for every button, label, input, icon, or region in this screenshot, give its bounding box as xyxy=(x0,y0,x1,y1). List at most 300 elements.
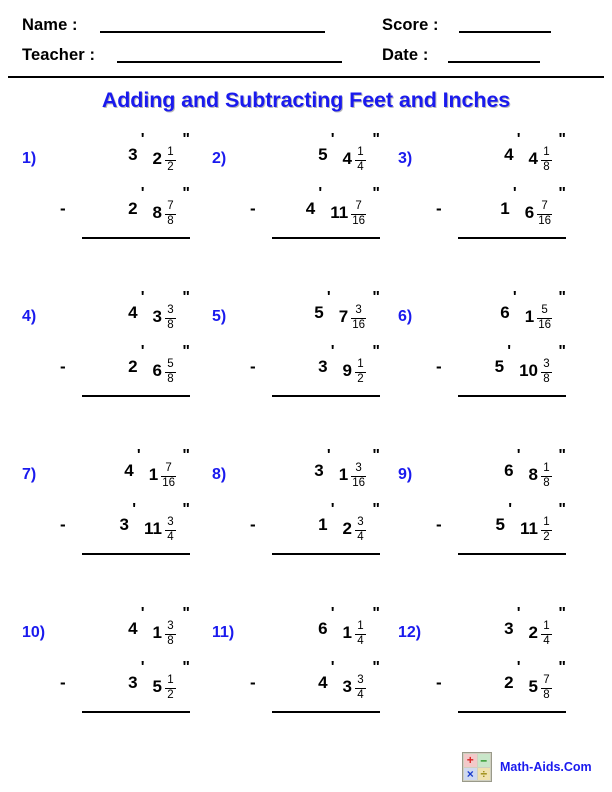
feet-unit-mark: ' xyxy=(132,501,137,518)
measurement-line xyxy=(250,660,382,706)
inches-unit-mark: " xyxy=(558,605,566,622)
inches-term xyxy=(339,290,382,330)
problem-expression xyxy=(436,442,568,555)
feet-term xyxy=(487,501,513,535)
inches-fraction xyxy=(165,201,176,227)
feet-unit-mark: ' xyxy=(326,447,331,464)
feet-value: 4 xyxy=(128,619,138,638)
problem-number: 9) xyxy=(398,466,413,483)
inches-whole: 6 xyxy=(152,361,162,380)
fraction-denominator: 16 xyxy=(352,214,365,227)
operator: - xyxy=(60,357,66,376)
measurement-line xyxy=(436,290,568,336)
operator: - xyxy=(436,357,442,376)
score-input-line[interactable] xyxy=(459,17,551,33)
feet-term xyxy=(120,605,145,639)
feet-unit-mark: ' xyxy=(140,131,145,148)
inches-term xyxy=(343,660,382,700)
inches-unit-mark: " xyxy=(182,659,190,676)
fraction-denominator: 8 xyxy=(543,160,550,173)
minus-icon: – xyxy=(478,754,491,767)
measurement-line xyxy=(60,660,192,706)
feet-term xyxy=(310,343,335,377)
feet-value: 3 xyxy=(128,145,138,164)
fraction-denominator: 4 xyxy=(357,688,364,701)
problem-expression xyxy=(60,442,192,555)
fraction-denominator: 16 xyxy=(162,476,175,489)
feet-term xyxy=(120,185,145,219)
feet-unit-mark: ' xyxy=(507,343,512,360)
fraction-denominator: 8 xyxy=(543,372,550,385)
inches-whole: 5 xyxy=(528,677,538,696)
fraction-denominator: 2 xyxy=(543,530,550,543)
inches-unit-mark: " xyxy=(558,659,566,676)
problem-item[interactable] xyxy=(204,126,394,276)
inches-unit-mark: " xyxy=(182,131,190,148)
inches-term xyxy=(529,132,568,172)
feet-term xyxy=(306,447,331,481)
problem-number: 3) xyxy=(398,150,413,167)
feet-term xyxy=(310,605,335,639)
measurement-line xyxy=(436,132,568,178)
inches-whole: 11 xyxy=(520,519,538,538)
fraction-denominator: 16 xyxy=(538,214,551,227)
feet-unit-mark: ' xyxy=(516,131,521,148)
problem-row xyxy=(0,600,612,758)
inches-whole: 4 xyxy=(342,149,352,168)
feet-value: 5 xyxy=(495,515,506,534)
inches-unit-mark: " xyxy=(372,289,380,306)
feet-term xyxy=(111,501,137,535)
answer-line[interactable] xyxy=(458,237,566,239)
problem-expression xyxy=(250,442,382,555)
inches-term xyxy=(330,186,382,226)
feet-unit-mark: ' xyxy=(318,185,323,202)
inches-unit-mark: " xyxy=(372,185,380,202)
feet-value: 1 xyxy=(318,515,328,534)
divide-icon: ÷ xyxy=(478,768,491,781)
inches-fraction xyxy=(351,201,366,227)
feet-term xyxy=(306,289,331,323)
operator: - xyxy=(250,357,256,376)
problem-number: 12) xyxy=(398,624,422,641)
problem-grid xyxy=(0,126,612,758)
feet-unit-mark: ' xyxy=(136,447,141,464)
measurement-line xyxy=(436,606,568,652)
problem-expression xyxy=(436,126,568,239)
problem-item[interactable] xyxy=(204,600,394,750)
measurement-line xyxy=(250,132,382,178)
feet-unit-mark: ' xyxy=(330,659,335,676)
inches-unit-mark: " xyxy=(182,501,190,518)
measurement-line xyxy=(60,606,192,652)
feet-value: 2 xyxy=(504,673,514,692)
fraction-numerator: 1 xyxy=(543,462,550,474)
feet-value: 2 xyxy=(128,199,138,218)
inches-fraction xyxy=(541,463,552,489)
problem-item[interactable] xyxy=(390,442,580,592)
fraction-numerator: 1 xyxy=(543,146,550,158)
measurement-line xyxy=(250,186,382,232)
measurement-line xyxy=(250,606,382,652)
inches-whole: 1 xyxy=(338,465,349,484)
problem-item[interactable] xyxy=(14,126,204,276)
inches-fraction xyxy=(541,675,552,701)
inches-term xyxy=(153,132,192,172)
inches-unit-mark: " xyxy=(182,343,190,360)
problem-number: 11) xyxy=(212,624,235,641)
problem-item[interactable] xyxy=(14,284,204,434)
feet-unit-mark: ' xyxy=(330,343,335,360)
inches-whole: 2 xyxy=(342,519,352,538)
inches-term xyxy=(520,502,568,542)
answer-line[interactable] xyxy=(82,395,190,397)
problem-number: 10) xyxy=(22,624,46,641)
answer-line[interactable] xyxy=(272,711,380,713)
name-label: Name : xyxy=(22,15,78,34)
feet-term xyxy=(496,605,521,639)
feet-value: 1 xyxy=(500,199,510,218)
inches-term xyxy=(343,344,382,384)
brand-label: Math-Aids.Com xyxy=(500,760,592,774)
operator: - xyxy=(250,673,256,692)
fraction-numerator: 1 xyxy=(543,620,550,632)
inches-unit-mark: " xyxy=(558,343,566,360)
feet-term xyxy=(492,185,517,219)
answer-line[interactable] xyxy=(272,553,380,555)
operator: - xyxy=(436,673,442,692)
fraction-numerator: 3 xyxy=(167,620,174,632)
inches-term xyxy=(149,448,192,488)
measurement-line xyxy=(436,344,568,390)
measurement-line xyxy=(60,132,192,178)
inches-term xyxy=(153,606,192,646)
inches-whole: 1 xyxy=(152,623,162,642)
problem-row xyxy=(0,284,612,442)
feet-term xyxy=(120,131,145,165)
fraction-numerator: 1 xyxy=(357,358,364,370)
inches-term xyxy=(339,448,382,488)
inches-unit-mark: " xyxy=(182,605,190,622)
inches-term xyxy=(153,344,192,384)
feet-term xyxy=(496,447,521,481)
fraction-denominator: 4 xyxy=(167,530,174,543)
answer-line[interactable] xyxy=(458,395,566,397)
inches-fraction xyxy=(161,463,176,489)
fraction-numerator: 3 xyxy=(355,304,362,316)
inches-fraction xyxy=(355,517,366,543)
date-input-line[interactable] xyxy=(448,47,540,63)
answer-line[interactable] xyxy=(272,237,380,239)
fraction-denominator: 8 xyxy=(543,688,550,701)
problem-expression xyxy=(250,600,382,713)
feet-value: 5 xyxy=(314,303,324,322)
measurement-line xyxy=(60,502,192,548)
date-row xyxy=(382,42,540,68)
feet-value: 2 xyxy=(128,357,138,376)
inches-fraction xyxy=(541,147,552,173)
feet-unit-mark: ' xyxy=(140,659,145,676)
fraction-numerator: 3 xyxy=(355,462,362,474)
measurement-line xyxy=(250,502,382,548)
header-divider xyxy=(8,76,604,78)
feet-term xyxy=(310,501,335,535)
fraction-numerator: 3 xyxy=(357,516,364,528)
problem-expression xyxy=(250,284,382,397)
fraction-numerator: 1 xyxy=(167,674,174,686)
measurement-line xyxy=(250,344,382,390)
inches-whole: 1 xyxy=(342,623,352,642)
teacher-input-line[interactable] xyxy=(117,47,342,63)
measurement-line xyxy=(60,344,192,390)
score-row xyxy=(382,12,551,38)
inches-unit-mark: " xyxy=(558,185,566,202)
feet-value: 4 xyxy=(305,199,316,218)
problem-item[interactable] xyxy=(390,284,580,434)
problem-item[interactable] xyxy=(14,442,204,592)
fraction-numerator: 7 xyxy=(165,462,172,474)
inches-whole: 2 xyxy=(152,149,162,168)
inches-whole: 6 xyxy=(524,203,535,222)
fraction-numerator: 7 xyxy=(355,200,362,212)
feet-term xyxy=(116,447,141,481)
feet-unit-mark: ' xyxy=(330,501,335,518)
feet-value: 5 xyxy=(318,145,328,164)
problem-row xyxy=(0,442,612,600)
inches-whole: 11 xyxy=(330,203,349,222)
answer-line[interactable] xyxy=(458,711,566,713)
problem-item[interactable] xyxy=(204,284,394,434)
inches-fraction xyxy=(165,621,176,647)
feet-value: 3 xyxy=(504,619,514,638)
feet-value: 3 xyxy=(318,357,328,376)
operator: - xyxy=(250,199,256,218)
problem-expression xyxy=(436,600,568,713)
problem-expression xyxy=(60,284,192,397)
date-label: Date : xyxy=(382,45,429,64)
fraction-denominator: 16 xyxy=(352,476,365,489)
inches-whole: 7 xyxy=(338,307,349,326)
inches-fraction xyxy=(537,305,552,331)
inches-whole: 9 xyxy=(342,361,352,380)
inches-fraction xyxy=(537,201,552,227)
inches-term xyxy=(343,132,382,172)
times-icon: × xyxy=(464,768,477,781)
problem-number: 5) xyxy=(212,308,227,325)
inches-term xyxy=(144,502,192,542)
feet-unit-mark: ' xyxy=(140,343,145,360)
inches-whole: 5 xyxy=(152,677,162,696)
feet-value: 4 xyxy=(128,303,138,322)
fraction-denominator: 8 xyxy=(167,372,174,385)
fraction-denominator: 4 xyxy=(357,634,364,647)
inches-term xyxy=(525,186,568,226)
problem-row xyxy=(0,126,612,284)
inches-whole: 10 xyxy=(519,361,538,380)
feet-term xyxy=(310,131,335,165)
fraction-numerator: 3 xyxy=(357,674,364,686)
feet-unit-mark: ' xyxy=(516,605,521,622)
measurement-line xyxy=(436,660,568,706)
inches-fraction xyxy=(165,305,176,331)
feet-unit-mark: ' xyxy=(512,289,517,306)
inches-term xyxy=(343,606,382,646)
fraction-numerator: 5 xyxy=(541,304,548,316)
fraction-denominator: 8 xyxy=(167,634,174,647)
inches-term xyxy=(153,186,192,226)
feet-term xyxy=(496,131,521,165)
inches-whole: 1 xyxy=(148,465,159,484)
operator: - xyxy=(436,515,442,534)
measurement-line xyxy=(60,448,192,494)
feet-unit-mark: ' xyxy=(326,289,331,306)
problem-item[interactable] xyxy=(204,442,394,592)
inches-term xyxy=(153,290,192,330)
inches-unit-mark: " xyxy=(372,659,380,676)
answer-line[interactable] xyxy=(272,395,380,397)
inches-fraction xyxy=(351,305,366,331)
inches-unit-mark: " xyxy=(182,447,190,464)
inches-term xyxy=(343,502,382,542)
feet-value: 4 xyxy=(318,673,328,692)
inches-fraction xyxy=(165,675,176,701)
problem-number: 7) xyxy=(22,466,37,483)
answer-line[interactable] xyxy=(82,553,190,555)
operator: - xyxy=(60,515,66,534)
inches-unit-mark: " xyxy=(372,501,380,518)
inches-term xyxy=(519,344,568,384)
operator: - xyxy=(60,199,66,218)
answer-line[interactable] xyxy=(458,553,566,555)
problem-number: 2) xyxy=(212,150,227,167)
problem-expression xyxy=(60,126,192,239)
measurement-line xyxy=(436,186,568,232)
inches-unit-mark: " xyxy=(372,447,380,464)
inches-fraction xyxy=(355,675,366,701)
fraction-denominator: 2 xyxy=(167,160,174,173)
inches-term xyxy=(153,660,192,700)
feet-unit-mark: ' xyxy=(140,289,145,306)
inches-fraction xyxy=(541,359,552,385)
feet-unit-mark: ' xyxy=(140,605,145,622)
inches-whole: 4 xyxy=(528,149,538,168)
feet-unit-mark: ' xyxy=(516,447,521,464)
problem-item[interactable] xyxy=(14,600,204,750)
inches-term xyxy=(529,448,568,488)
operator: - xyxy=(250,515,256,534)
measurement-line xyxy=(60,186,192,232)
problem-item[interactable] xyxy=(390,126,580,276)
answer-line[interactable] xyxy=(82,237,190,239)
feet-term xyxy=(492,289,517,323)
fraction-denominator: 8 xyxy=(167,318,174,331)
fraction-denominator: 8 xyxy=(167,214,174,227)
feet-unit-mark: ' xyxy=(512,185,517,202)
feet-value: 6 xyxy=(318,619,328,638)
feet-term xyxy=(297,185,323,219)
feet-unit-mark: ' xyxy=(140,185,145,202)
problem-expression xyxy=(60,600,192,713)
fraction-numerator: 3 xyxy=(167,304,174,316)
page-title: Adding and Subtracting Feet and Inches xyxy=(101,88,511,112)
inches-fraction xyxy=(355,359,366,385)
measurement-line xyxy=(436,502,568,548)
inches-unit-mark: " xyxy=(558,501,566,518)
problem-expression xyxy=(250,126,382,239)
problem-number: 4) xyxy=(22,308,37,325)
inches-whole: 1 xyxy=(524,307,535,326)
plus-icon: + xyxy=(464,754,477,767)
measurement-line xyxy=(250,448,382,494)
inches-fraction xyxy=(355,147,366,173)
feet-term xyxy=(120,659,145,693)
fraction-denominator: 2 xyxy=(357,372,364,385)
inches-term xyxy=(529,606,568,646)
inches-unit-mark: " xyxy=(558,131,566,148)
fraction-numerator: 5 xyxy=(167,358,174,370)
feet-value: 6 xyxy=(500,303,510,322)
fraction-denominator: 8 xyxy=(543,476,550,489)
worksheet-header xyxy=(0,0,612,78)
inches-term xyxy=(529,660,568,700)
inches-whole: 8 xyxy=(152,203,162,222)
inches-unit-mark: " xyxy=(558,289,566,306)
footer-branding xyxy=(462,752,592,782)
measurement-line xyxy=(60,290,192,336)
inches-whole: 3 xyxy=(342,677,352,696)
fraction-numerator: 1 xyxy=(543,516,550,528)
inches-fraction xyxy=(355,621,366,647)
fraction-numerator: 3 xyxy=(167,516,174,528)
feet-value: 3 xyxy=(314,461,324,480)
inches-fraction xyxy=(165,147,176,173)
fraction-numerator: 3 xyxy=(543,358,550,370)
fraction-numerator: 7 xyxy=(541,200,548,212)
feet-term xyxy=(496,659,521,693)
feet-value: 3 xyxy=(128,673,138,692)
problem-item[interactable] xyxy=(390,600,580,750)
fraction-numerator: 7 xyxy=(543,674,550,686)
fraction-denominator: 2 xyxy=(167,688,174,701)
fraction-numerator: 7 xyxy=(167,200,174,212)
inches-whole: 3 xyxy=(152,307,162,326)
inches-whole: 11 xyxy=(144,519,162,538)
inches-unit-mark: " xyxy=(182,289,190,306)
feet-unit-mark: ' xyxy=(516,659,521,676)
feet-term xyxy=(120,289,145,323)
feet-value: 4 xyxy=(124,461,134,480)
name-input-line[interactable] xyxy=(100,17,325,33)
feet-value: 5 xyxy=(494,357,505,376)
score-label: Score : xyxy=(382,15,439,34)
inches-fraction xyxy=(165,359,176,385)
teacher-row xyxy=(22,42,342,68)
inches-unit-mark: " xyxy=(182,185,190,202)
fraction-denominator: 16 xyxy=(538,318,551,331)
name-row xyxy=(22,12,325,38)
math-aids-logo-icon xyxy=(462,752,492,782)
feet-value: 3 xyxy=(119,515,130,534)
inches-fraction xyxy=(541,621,552,647)
feet-term xyxy=(486,343,512,377)
answer-line[interactable] xyxy=(82,711,190,713)
inches-unit-mark: " xyxy=(372,343,380,360)
inches-fraction xyxy=(541,517,552,543)
fraction-denominator: 4 xyxy=(357,160,364,173)
measurement-line xyxy=(436,448,568,494)
feet-value: 4 xyxy=(504,145,514,164)
measurement-line xyxy=(250,290,382,336)
